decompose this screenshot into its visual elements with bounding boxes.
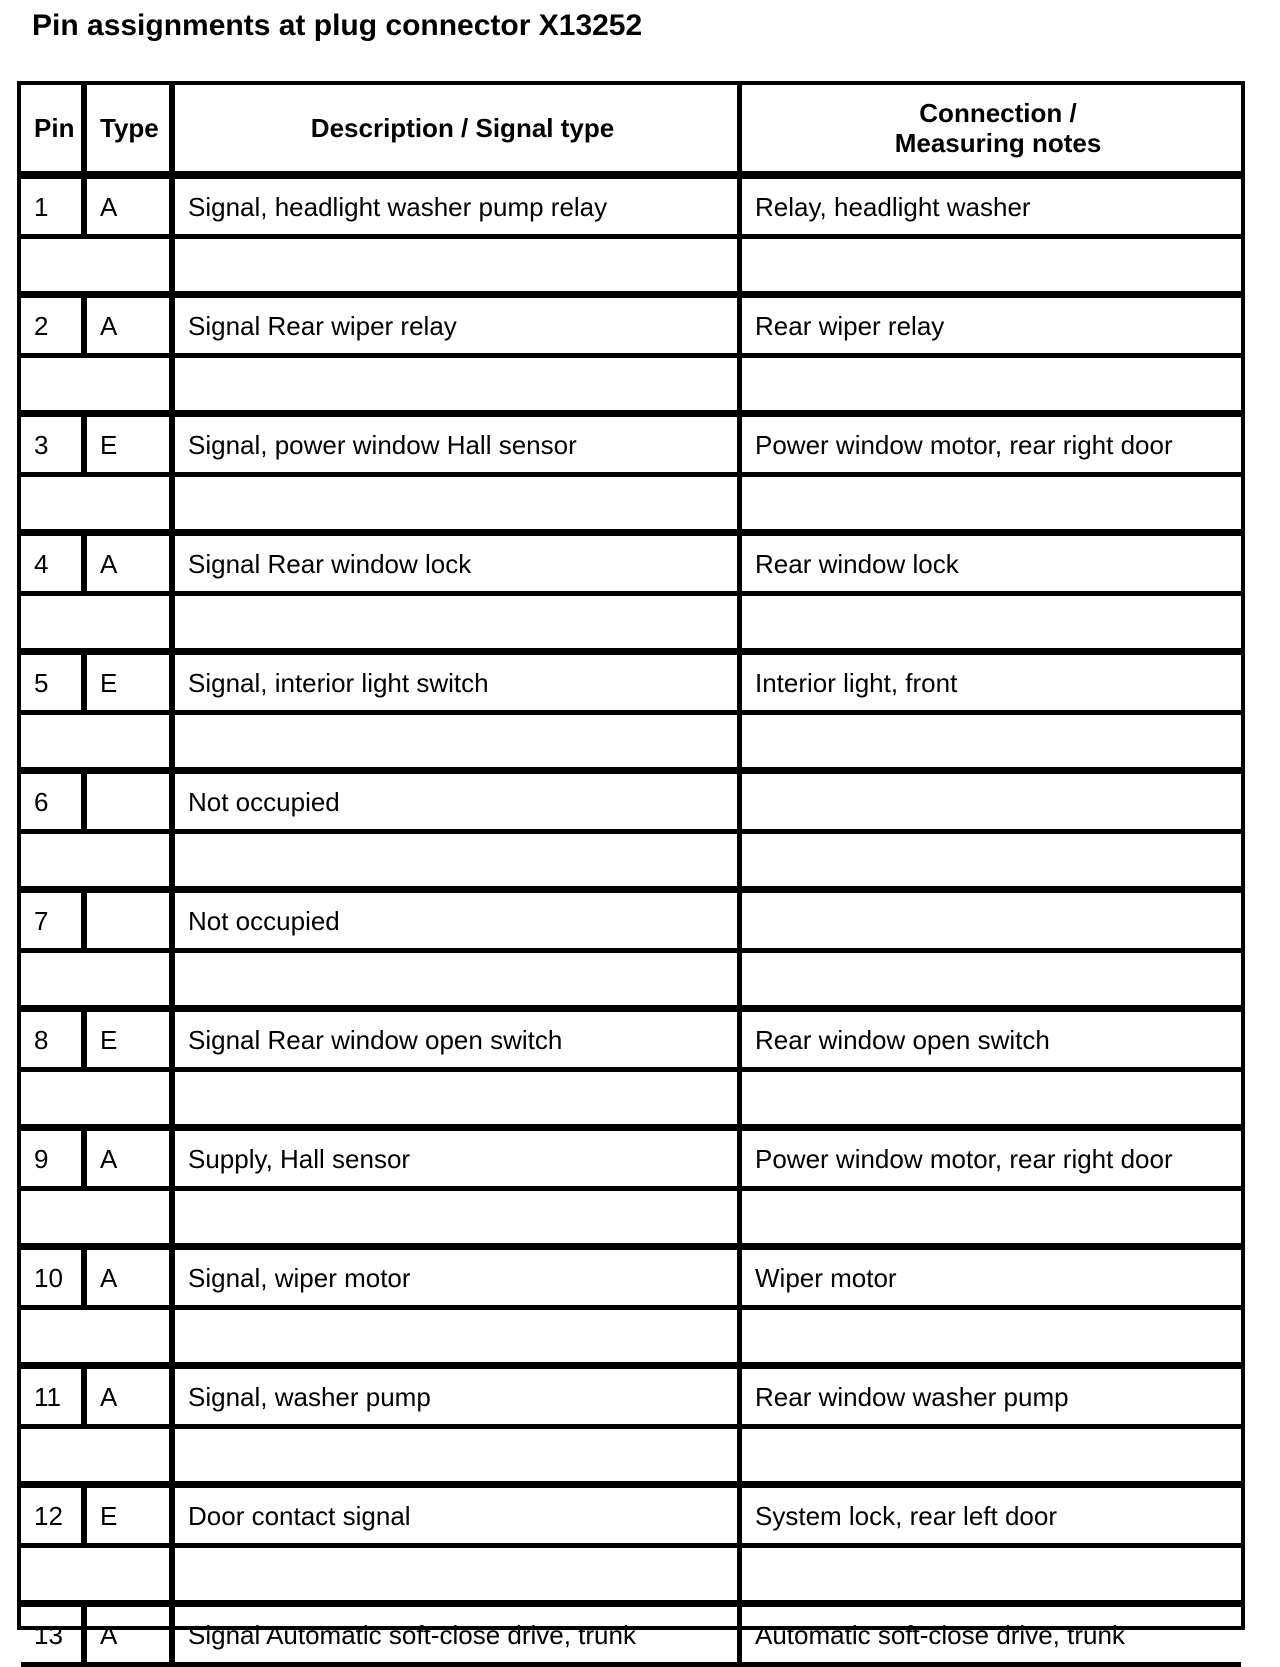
spacer-cell — [21, 834, 175, 893]
type-cell: E — [87, 417, 175, 477]
spacer-row — [21, 358, 1241, 417]
description-cell: Signal, headlight washer pump relay — [175, 179, 742, 239]
pin-cell: 8 — [21, 1012, 87, 1072]
type-cell — [87, 774, 175, 834]
spacer-cell — [742, 1310, 1241, 1369]
spacer-row — [21, 1548, 1241, 1607]
description-cell: Signal, washer pump — [175, 1369, 742, 1429]
table-row — [21, 1250, 1241, 1310]
type-cell: A — [87, 1369, 175, 1429]
pin-assignment-table — [21, 85, 1241, 1667]
table-row — [21, 1607, 1241, 1667]
pin-cell: 10 — [21, 1250, 87, 1310]
spacer-cell — [175, 1548, 742, 1607]
pin-cell: 4 — [21, 536, 87, 596]
spacer-cell — [175, 358, 742, 417]
connection-cell: System lock, rear left door — [742, 1488, 1241, 1548]
type-cell: A — [87, 298, 175, 358]
spacer-row — [21, 239, 1241, 298]
spacer-cell — [21, 477, 175, 536]
spacer-cell — [21, 1548, 175, 1607]
spacer-cell — [175, 1310, 742, 1369]
spacer-cell — [21, 1191, 175, 1250]
table-row — [21, 1369, 1241, 1429]
connection-cell — [742, 893, 1241, 953]
spacer-row — [21, 477, 1241, 536]
header-row — [21, 85, 1241, 179]
type-cell: A — [87, 1607, 175, 1667]
page-title: Pin assignments at plug connector X13252 — [32, 9, 643, 42]
spacer-cell — [742, 477, 1241, 536]
spacer-cell — [175, 596, 742, 655]
spacer-row — [21, 1310, 1241, 1369]
table-row — [21, 1488, 1241, 1548]
pin-cell: 1 — [21, 179, 87, 239]
table-row — [21, 1012, 1241, 1072]
connection-cell: Power window motor, rear right door — [742, 417, 1241, 477]
spacer-cell — [742, 715, 1241, 774]
connection-cell: Rear wiper relay — [742, 298, 1241, 358]
pin-cell: 11 — [21, 1369, 87, 1429]
table-row — [21, 1131, 1241, 1191]
header-connection-line2: Measuring notes — [894, 128, 1102, 158]
spacer-row — [21, 1429, 1241, 1488]
description-cell: Signal Rear wiper relay — [175, 298, 742, 358]
spacer-row — [21, 834, 1241, 893]
spacer-row — [21, 596, 1241, 655]
header-connection-line1: Connection / — [919, 98, 1077, 128]
spacer-cell — [742, 1429, 1241, 1488]
header-type: Type — [87, 85, 175, 179]
spacer-row — [21, 1072, 1241, 1131]
connection-cell: Power window motor, rear right door — [742, 1131, 1241, 1191]
spacer-cell — [742, 358, 1241, 417]
description-cell: Signal, power window Hall sensor — [175, 417, 742, 477]
spacer-row — [21, 1191, 1241, 1250]
table-row — [21, 655, 1241, 715]
spacer-cell — [21, 953, 175, 1012]
header-pin: Pin — [21, 85, 87, 179]
description-cell: Supply, Hall sensor — [175, 1131, 742, 1191]
type-cell: A — [87, 1250, 175, 1310]
description-cell: Signal, interior light switch — [175, 655, 742, 715]
description-cell: Not occupied — [175, 893, 742, 953]
type-cell: A — [87, 1131, 175, 1191]
description-cell: Door contact signal — [175, 1488, 742, 1548]
type-cell: A — [87, 536, 175, 596]
connection-cell: Relay, headlight washer — [742, 179, 1241, 239]
pin-cell: 2 — [21, 298, 87, 358]
spacer-row — [21, 953, 1241, 1012]
spacer-cell — [742, 596, 1241, 655]
connection-cell — [742, 774, 1241, 834]
spacer-cell — [21, 596, 175, 655]
description-cell: Not occupied — [175, 774, 742, 834]
spacer-cell — [21, 715, 175, 774]
spacer-cell — [175, 1429, 742, 1488]
connection-cell: Interior light, front — [742, 655, 1241, 715]
connection-cell: Wiper motor — [742, 1250, 1241, 1310]
pin-cell: 9 — [21, 1131, 87, 1191]
spacer-row — [21, 715, 1241, 774]
table-header — [21, 85, 1241, 179]
description-cell: Signal Rear window lock — [175, 536, 742, 596]
spacer-cell — [175, 953, 742, 1012]
pin-cell: 7 — [21, 893, 87, 953]
spacer-cell — [21, 358, 175, 417]
spacer-cell — [175, 477, 742, 536]
pin-assignment-table-frame — [17, 81, 1245, 1650]
type-cell — [87, 893, 175, 953]
header-connection — [742, 85, 1241, 179]
header-description: Description / Signal type — [175, 85, 742, 179]
spacer-cell — [175, 715, 742, 774]
spacer-cell — [21, 1072, 175, 1131]
table-row — [21, 774, 1241, 834]
table-row — [21, 179, 1241, 239]
spacer-cell — [742, 239, 1241, 298]
pin-cell: 13 — [21, 1607, 87, 1667]
table-row — [21, 298, 1241, 358]
connection-cell: Rear window open switch — [742, 1012, 1241, 1072]
connection-cell: Rear window lock — [742, 536, 1241, 596]
table-row — [21, 536, 1241, 596]
pin-cell: 6 — [21, 774, 87, 834]
table-body — [21, 179, 1241, 1667]
type-cell: E — [87, 655, 175, 715]
connection-cell: Automatic soft-close drive, trunk — [742, 1607, 1241, 1667]
spacer-cell — [21, 239, 175, 298]
table-row — [21, 893, 1241, 953]
connection-cell: Rear window washer pump — [742, 1369, 1241, 1429]
spacer-cell — [21, 1429, 175, 1488]
spacer-cell — [175, 1072, 742, 1131]
type-cell: E — [87, 1012, 175, 1072]
pin-cell: 3 — [21, 417, 87, 477]
type-cell: A — [87, 179, 175, 239]
pin-cell: 5 — [21, 655, 87, 715]
spacer-cell — [742, 1072, 1241, 1131]
spacer-cell — [175, 239, 742, 298]
description-cell: Signal, wiper motor — [175, 1250, 742, 1310]
description-cell: Signal Automatic soft-close drive, trunk — [175, 1607, 742, 1667]
spacer-cell — [742, 953, 1241, 1012]
table-row — [21, 417, 1241, 477]
spacer-cell — [742, 834, 1241, 893]
spacer-cell — [175, 834, 742, 893]
spacer-cell — [742, 1548, 1241, 1607]
pin-cell: 12 — [21, 1488, 87, 1548]
type-cell: E — [87, 1488, 175, 1548]
spacer-cell — [175, 1191, 742, 1250]
spacer-cell — [742, 1191, 1241, 1250]
description-cell: Signal Rear window open switch — [175, 1012, 742, 1072]
spacer-cell — [21, 1310, 175, 1369]
